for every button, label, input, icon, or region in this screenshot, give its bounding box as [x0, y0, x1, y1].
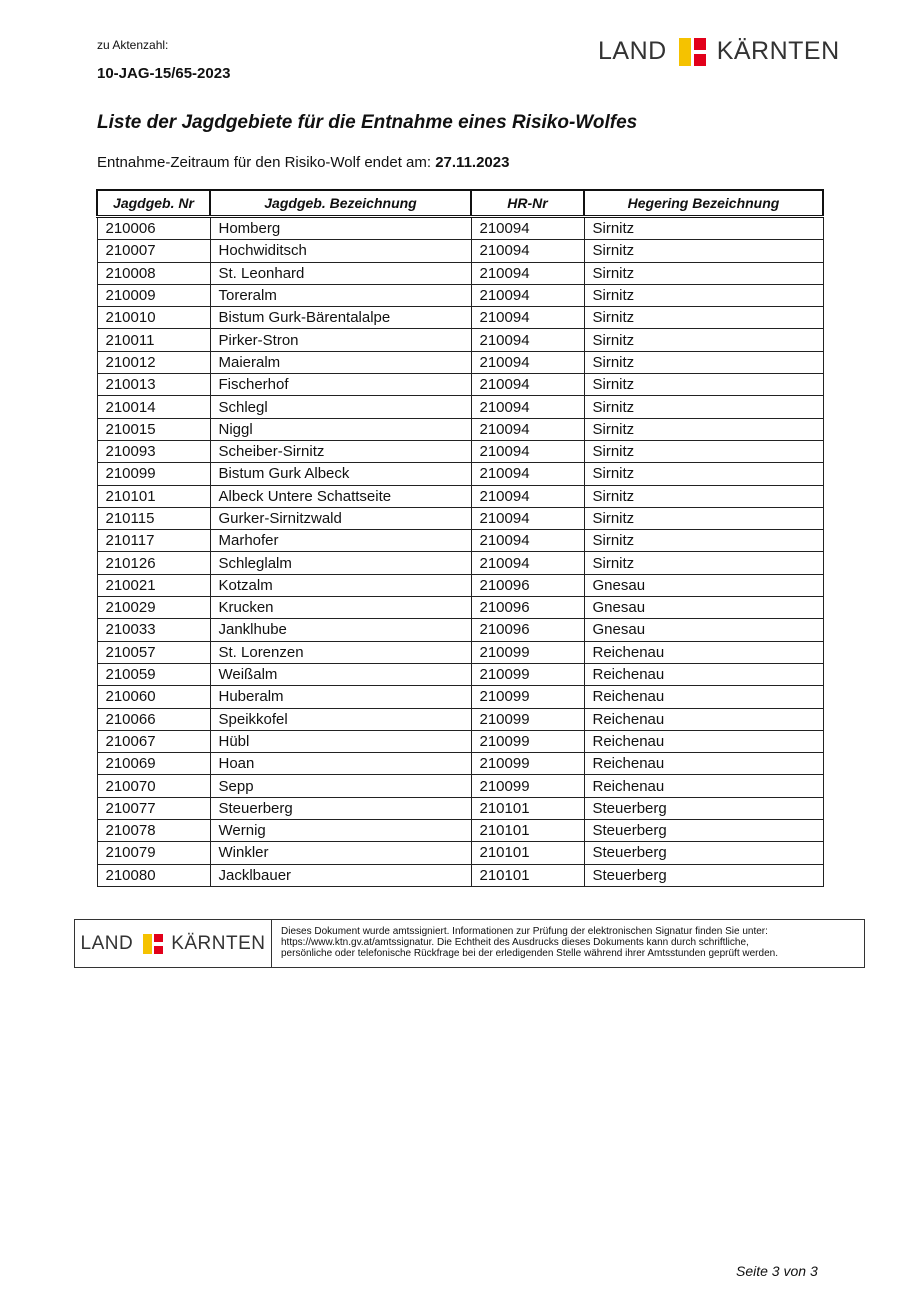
- cell-jagdgeb-nr: 210078: [97, 820, 210, 842]
- cell-jagdgeb-bezeichnung: Pirker-Stron: [210, 329, 471, 351]
- cell-hegering-bezeichnung: Sirnitz: [584, 440, 823, 462]
- cell-jagdgeb-bezeichnung: Krucken: [210, 597, 471, 619]
- hunting-areas-table: [96, 189, 824, 887]
- cell-jagdgeb-bezeichnung: Winkler: [210, 842, 471, 864]
- page-number: Seite 3 von 3: [736, 1263, 818, 1279]
- cell-hr-nr: 210099: [471, 753, 584, 775]
- table-row: [97, 463, 823, 485]
- cell-hr-nr: 210094: [471, 329, 584, 351]
- table-row: [97, 418, 823, 440]
- cell-jagdgeb-bezeichnung: Bistum Gurk Albeck: [210, 463, 471, 485]
- cell-hegering-bezeichnung: Sirnitz: [584, 262, 823, 284]
- table-row: [97, 708, 823, 730]
- cell-hr-nr: 210094: [471, 552, 584, 574]
- cell-hr-nr: 210101: [471, 820, 584, 842]
- cell-hr-nr: 210096: [471, 574, 584, 596]
- cell-hegering-bezeichnung: Gnesau: [584, 574, 823, 596]
- cell-jagdgeb-bezeichnung: Marhofer: [210, 530, 471, 552]
- cell-hegering-bezeichnung: Sirnitz: [584, 530, 823, 552]
- cell-jagdgeb-nr: 210067: [97, 730, 210, 752]
- table-row: [97, 440, 823, 462]
- table-row: [97, 753, 823, 775]
- cell-hegering-bezeichnung: Reichenau: [584, 641, 823, 663]
- column-header-hegering-bezeichnung: Hegering Bezeichnung: [584, 190, 823, 217]
- cell-jagdgeb-nr: 210079: [97, 842, 210, 864]
- table-row: [97, 351, 823, 373]
- cell-hegering-bezeichnung: Sirnitz: [584, 552, 823, 574]
- table-row: [97, 730, 823, 752]
- cell-jagdgeb-nr: 210115: [97, 507, 210, 529]
- table-row: [97, 574, 823, 596]
- table-row: [97, 797, 823, 819]
- cell-jagdgeb-nr: 210014: [97, 396, 210, 418]
- cell-jagdgeb-bezeichnung: Hübl: [210, 730, 471, 752]
- coat-of-arms-icon: [143, 934, 163, 954]
- cell-hr-nr: 210096: [471, 619, 584, 641]
- cell-jagdgeb-nr: 210069: [97, 753, 210, 775]
- table-row: [97, 374, 823, 396]
- table-row: [97, 307, 823, 329]
- table-row: [97, 396, 823, 418]
- cell-hegering-bezeichnung: Reichenau: [584, 775, 823, 797]
- cell-hegering-bezeichnung: Reichenau: [584, 730, 823, 752]
- cell-hegering-bezeichnung: Sirnitz: [584, 396, 823, 418]
- cell-jagdgeb-nr: 210066: [97, 708, 210, 730]
- cell-hr-nr: 210094: [471, 530, 584, 552]
- column-header-jagdgeb-nr: Jagdgeb. Nr: [97, 190, 210, 217]
- table-row: [97, 507, 823, 529]
- cell-jagdgeb-bezeichnung: Steuerberg: [210, 797, 471, 819]
- cell-jagdgeb-nr: 210021: [97, 574, 210, 596]
- table-row: [97, 842, 823, 864]
- cell-jagdgeb-nr: 210117: [97, 530, 210, 552]
- signature-notice-line: persönliche oder telefonische Rückfrage bei der erledigenden Stelle während ihrer Amtsstunden geprüft werden.: [281, 948, 778, 959]
- cell-hegering-bezeichnung: Steuerberg: [584, 864, 823, 886]
- cell-hr-nr: 210094: [471, 284, 584, 306]
- cell-jagdgeb-nr: 210099: [97, 463, 210, 485]
- cell-jagdgeb-nr: 210057: [97, 641, 210, 663]
- signature-notice-line: Dieses Dokument wurde amtssigniert. Informationen zur Prüfung der elektronischen Signatur finden Sie unter:: [281, 926, 768, 937]
- cell-jagdgeb-nr: 210029: [97, 597, 210, 619]
- cell-hr-nr: 210099: [471, 641, 584, 663]
- cell-hegering-bezeichnung: Sirnitz: [584, 374, 823, 396]
- cell-jagdgeb-nr: 210007: [97, 240, 210, 262]
- cell-jagdgeb-bezeichnung: Gurker-Sirnitzwald: [210, 507, 471, 529]
- signature-notice: [272, 920, 786, 967]
- cell-hegering-bezeichnung: Steuerberg: [584, 820, 823, 842]
- cell-hr-nr: 210094: [471, 262, 584, 284]
- cell-hegering-bezeichnung: Reichenau: [584, 686, 823, 708]
- cell-jagdgeb-nr: 210015: [97, 418, 210, 440]
- table-row: [97, 663, 823, 685]
- cell-jagdgeb-bezeichnung: Hochwiditsch: [210, 240, 471, 262]
- logo-text-land: LAND: [80, 932, 134, 954]
- cell-hegering-bezeichnung: Sirnitz: [584, 351, 823, 373]
- cell-hr-nr: 210094: [471, 307, 584, 329]
- cell-jagdgeb-nr: 210126: [97, 552, 210, 574]
- cell-jagdgeb-nr: 210093: [97, 440, 210, 462]
- signature-notice-line: https://www.ktn.gv.at/amtssignatur. Die Echtheit des Ausdrucks dieses Dokuments kann durch schriftliche,: [281, 937, 749, 948]
- cell-hegering-bezeichnung: Sirnitz: [584, 240, 823, 262]
- document-title: Liste der Jagdgebiete für die Entnahme eines Risiko-Wolfes: [97, 112, 638, 133]
- table-row: [97, 240, 823, 262]
- cell-jagdgeb-nr: 210013: [97, 374, 210, 396]
- signature-logo-cell: [75, 920, 272, 967]
- cell-hegering-bezeichnung: Sirnitz: [584, 463, 823, 485]
- cell-jagdgeb-bezeichnung: Jacklbauer: [210, 864, 471, 886]
- cell-jagdgeb-nr: 210009: [97, 284, 210, 306]
- cell-jagdgeb-nr: 210080: [97, 864, 210, 886]
- cell-jagdgeb-nr: 210010: [97, 307, 210, 329]
- cell-hegering-bezeichnung: Steuerberg: [584, 797, 823, 819]
- table-header-row: [97, 190, 823, 217]
- period-label: Entnahme-Zeitraum für den Risiko-Wolf endet am:: [97, 154, 432, 171]
- cell-hegering-bezeichnung: Sirnitz: [584, 507, 823, 529]
- cell-jagdgeb-nr: 210008: [97, 262, 210, 284]
- cell-hr-nr: 210094: [471, 374, 584, 396]
- aktenzahl-label: zu Aktenzahl:: [97, 38, 169, 52]
- cell-jagdgeb-bezeichnung: St. Lorenzen: [210, 641, 471, 663]
- logo-text-land: LAND: [598, 37, 667, 65]
- table-row: [97, 485, 823, 507]
- cell-hr-nr: 210094: [471, 418, 584, 440]
- coat-of-arms-icon: [679, 38, 707, 66]
- cell-hr-nr: 210099: [471, 686, 584, 708]
- cell-jagdgeb-nr: 210070: [97, 775, 210, 797]
- cell-jagdgeb-bezeichnung: Schlegl: [210, 396, 471, 418]
- table-row: [97, 686, 823, 708]
- table-row: [97, 597, 823, 619]
- cell-hr-nr: 210094: [471, 463, 584, 485]
- logo-text-kaernten: KÄRNTEN: [716, 37, 840, 65]
- cell-hr-nr: 210094: [471, 396, 584, 418]
- table-row: [97, 329, 823, 351]
- cell-hegering-bezeichnung: Sirnitz: [584, 284, 823, 306]
- cell-jagdgeb-bezeichnung: Niggl: [210, 418, 471, 440]
- cell-hegering-bezeichnung: Sirnitz: [584, 307, 823, 329]
- cell-jagdgeb-bezeichnung: St. Leonhard: [210, 262, 471, 284]
- cell-jagdgeb-nr: 210101: [97, 485, 210, 507]
- cell-hr-nr: 210099: [471, 708, 584, 730]
- cell-jagdgeb-nr: 210012: [97, 351, 210, 373]
- land-kaernten-logo: [598, 37, 840, 66]
- cell-jagdgeb-nr: 210033: [97, 619, 210, 641]
- cell-jagdgeb-bezeichnung: Fischerhof: [210, 374, 471, 396]
- table-row: [97, 217, 823, 240]
- cell-jagdgeb-bezeichnung: Huberalm: [210, 686, 471, 708]
- cell-hr-nr: 210099: [471, 730, 584, 752]
- table-row: [97, 530, 823, 552]
- cell-jagdgeb-bezeichnung: Kotzalm: [210, 574, 471, 596]
- cell-hr-nr: 210099: [471, 775, 584, 797]
- cell-jagdgeb-nr: 210059: [97, 663, 210, 685]
- period-line: [97, 154, 509, 171]
- cell-hr-nr: 210099: [471, 663, 584, 685]
- land-kaernten-logo-small: [81, 933, 266, 955]
- cell-hegering-bezeichnung: Gnesau: [584, 597, 823, 619]
- cell-jagdgeb-nr: 210060: [97, 686, 210, 708]
- table-row: [97, 864, 823, 886]
- cell-jagdgeb-bezeichnung: Scheiber-Sirnitz: [210, 440, 471, 462]
- signature-box: [74, 919, 865, 968]
- cell-hr-nr: 210094: [471, 351, 584, 373]
- cell-jagdgeb-bezeichnung: Speikkofel: [210, 708, 471, 730]
- cell-jagdgeb-bezeichnung: Schleglalm: [210, 552, 471, 574]
- cell-hr-nr: 210101: [471, 864, 584, 886]
- cell-jagdgeb-bezeichnung: Janklhube: [210, 619, 471, 641]
- cell-jagdgeb-bezeichnung: Hoan: [210, 753, 471, 775]
- cell-jagdgeb-bezeichnung: Maieralm: [210, 351, 471, 373]
- cell-hegering-bezeichnung: Steuerberg: [584, 842, 823, 864]
- cell-jagdgeb-bezeichnung: Wernig: [210, 820, 471, 842]
- cell-hegering-bezeichnung: Reichenau: [584, 708, 823, 730]
- cell-hegering-bezeichnung: Sirnitz: [584, 217, 823, 240]
- table-row: [97, 820, 823, 842]
- aktenzahl-value: 10-JAG-15/65-2023: [97, 65, 231, 82]
- cell-hr-nr: 210094: [471, 240, 584, 262]
- cell-hr-nr: 210094: [471, 217, 584, 240]
- cell-jagdgeb-nr: 210077: [97, 797, 210, 819]
- cell-jagdgeb-bezeichnung: Homberg: [210, 217, 471, 240]
- logo-text-kaernten: KÄRNTEN: [171, 932, 266, 954]
- cell-hr-nr: 210101: [471, 797, 584, 819]
- column-header-hr-nr: HR-Nr: [471, 190, 584, 217]
- cell-jagdgeb-bezeichnung: Bistum Gurk-Bärentalalpe: [210, 307, 471, 329]
- cell-jagdgeb-nr: 210006: [97, 217, 210, 240]
- cell-jagdgeb-bezeichnung: Toreralm: [210, 284, 471, 306]
- column-header-jagdgeb-bezeichnung: Jagdgeb. Bezeichnung: [210, 190, 471, 217]
- table-row: [97, 775, 823, 797]
- period-end-date: 27.11.2023: [435, 154, 510, 171]
- cell-hegering-bezeichnung: Gnesau: [584, 619, 823, 641]
- cell-hr-nr: 210101: [471, 842, 584, 864]
- table-row: [97, 641, 823, 663]
- cell-jagdgeb-nr: 210011: [97, 329, 210, 351]
- cell-hr-nr: 210094: [471, 507, 584, 529]
- table-row: [97, 284, 823, 306]
- cell-jagdgeb-bezeichnung: Sepp: [210, 775, 471, 797]
- cell-hr-nr: 210094: [471, 485, 584, 507]
- cell-hegering-bezeichnung: Sirnitz: [584, 485, 823, 507]
- table-row: [97, 552, 823, 574]
- cell-hegering-bezeichnung: Reichenau: [584, 663, 823, 685]
- cell-hegering-bezeichnung: Reichenau: [584, 753, 823, 775]
- cell-hegering-bezeichnung: Sirnitz: [584, 418, 823, 440]
- cell-jagdgeb-bezeichnung: Weißalm: [210, 663, 471, 685]
- table-row: [97, 619, 823, 641]
- cell-hr-nr: 210096: [471, 597, 584, 619]
- cell-jagdgeb-bezeichnung: Albeck Untere Schattseite: [210, 485, 471, 507]
- cell-hegering-bezeichnung: Sirnitz: [584, 329, 823, 351]
- table-row: [97, 262, 823, 284]
- cell-hr-nr: 210094: [471, 440, 584, 462]
